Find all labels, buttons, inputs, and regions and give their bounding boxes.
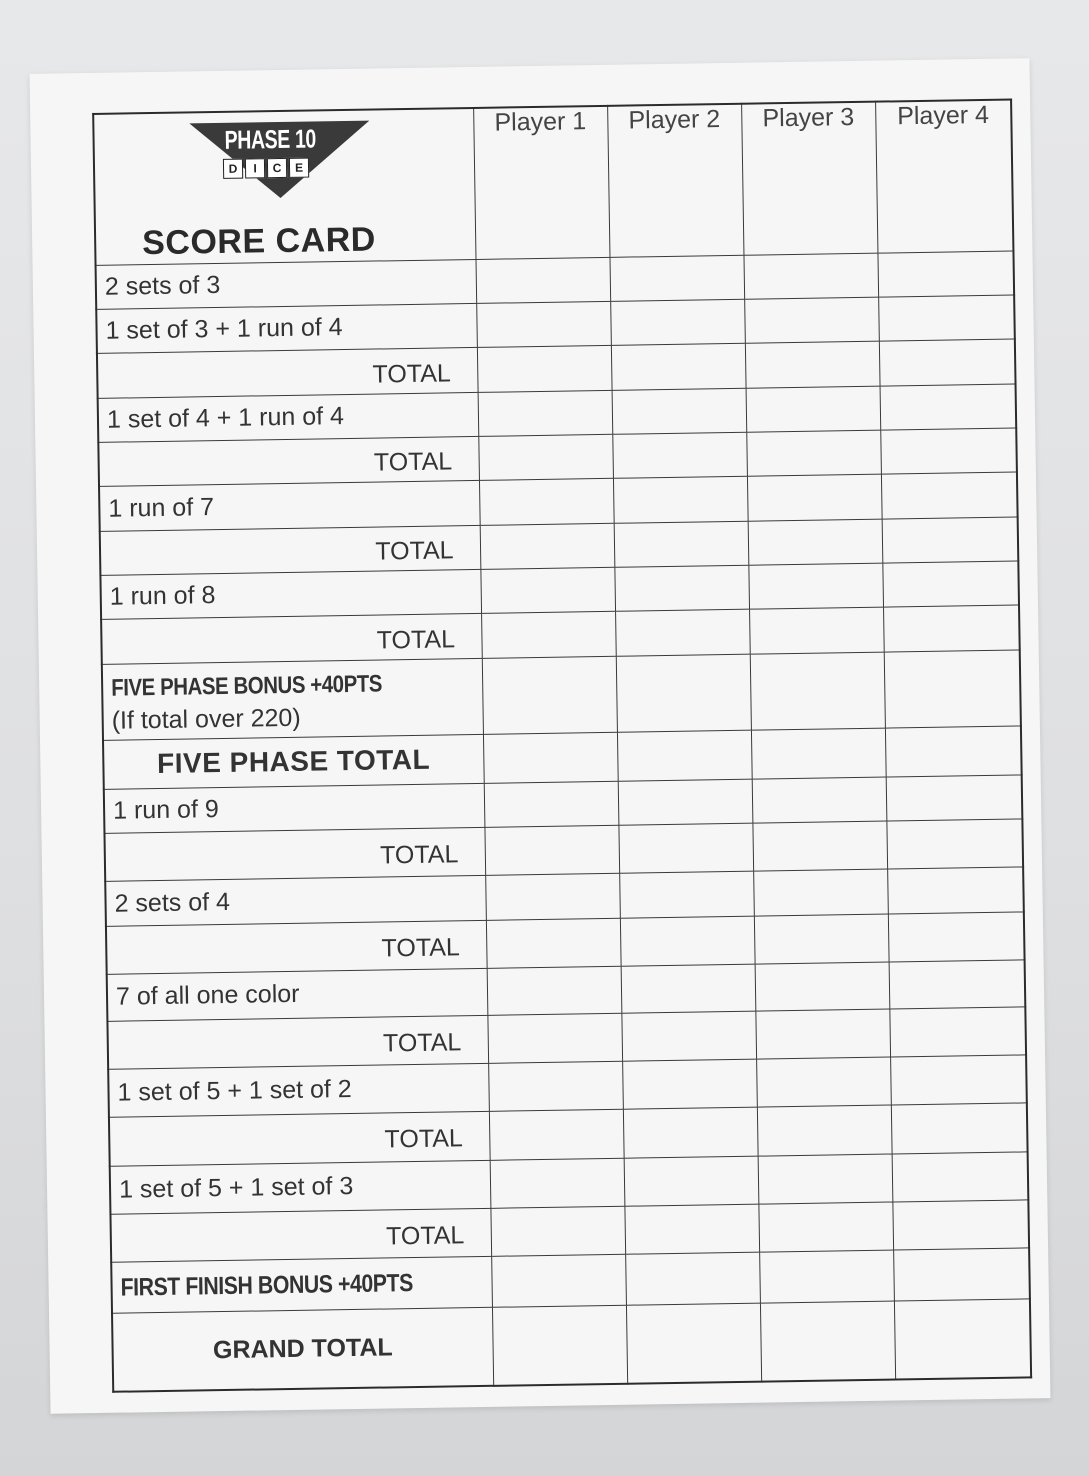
score-cell[interactable]: [626, 1303, 761, 1384]
score-cell[interactable]: [757, 1105, 892, 1155]
score-cell[interactable]: [889, 1006, 1026, 1057]
five-phase-bonus-title: FIVE PHASE BONUS +40PTS: [110, 670, 383, 702]
first-finish-bonus-label: [111, 1257, 492, 1313]
phase-9-label: 1 set of 5 + 1 set of 2: [108, 1063, 489, 1117]
score-cell[interactable]: [754, 914, 889, 964]
score-cell[interactable]: [612, 432, 747, 478]
score-cell[interactable]: [894, 1299, 1031, 1380]
score-cell[interactable]: [886, 775, 1023, 821]
score-cell[interactable]: [478, 434, 613, 480]
five-phase-total-label: FIVE PHASE TOTAL: [103, 735, 484, 789]
score-cell[interactable]: [621, 964, 756, 1012]
score-cell[interactable]: [755, 1009, 890, 1059]
score-cell[interactable]: [476, 257, 611, 303]
five-phase-bonus-label: [102, 658, 483, 741]
score-cell[interactable]: [892, 1152, 1029, 1203]
player-3-header: Player 3: [741, 102, 877, 255]
score-cell[interactable]: [751, 728, 886, 778]
score-cell[interactable]: [612, 388, 747, 434]
score-cell[interactable]: [614, 521, 749, 567]
score-cell[interactable]: [879, 339, 1016, 385]
score-cell[interactable]: [487, 1013, 622, 1063]
score-cell[interactable]: [485, 874, 620, 920]
header-row: [93, 100, 1013, 266]
die-letter: E: [289, 158, 309, 178]
score-cell[interactable]: [476, 301, 611, 347]
score-cell[interactable]: [481, 612, 616, 658]
score-cell[interactable]: [479, 479, 614, 525]
score-cell[interactable]: [622, 1059, 757, 1109]
total-label: TOTAL: [98, 436, 479, 486]
score-cell[interactable]: [480, 523, 615, 569]
score-cell[interactable]: [885, 726, 1022, 777]
score-cell[interactable]: [490, 1206, 625, 1256]
phase-7-label: 2 sets of 4: [105, 876, 486, 926]
phase-8-label: 7 of all one color: [107, 969, 488, 1021]
total-label: TOTAL: [110, 1208, 491, 1262]
score-cell[interactable]: [480, 567, 615, 613]
score-cell[interactable]: [893, 1248, 1030, 1301]
score-cell[interactable]: [891, 1103, 1028, 1154]
die-letter: D: [223, 159, 243, 179]
score-cell[interactable]: [748, 563, 883, 609]
phase-2-label: 1 set of 3 + 1 run of 4: [96, 303, 477, 353]
score-cell[interactable]: [614, 565, 749, 611]
score-cell[interactable]: [621, 1011, 756, 1061]
player-4-header: Player 4: [875, 100, 1013, 253]
score-cell[interactable]: [759, 1250, 894, 1302]
score-cell[interactable]: [753, 870, 888, 916]
score-cell[interactable]: [615, 610, 750, 656]
score-cell[interactable]: [484, 825, 619, 875]
score-cell[interactable]: [880, 428, 1017, 474]
score-cell[interactable]: [477, 346, 612, 392]
total-label: TOTAL: [106, 920, 487, 974]
score-cell[interactable]: [883, 605, 1020, 651]
score-cell[interactable]: [743, 253, 878, 299]
grand-total-label: GRAND TOTAL: [112, 1307, 493, 1392]
score-cell[interactable]: [888, 912, 1025, 963]
phase-6-label: 1 run of 9: [104, 783, 485, 833]
score-cell[interactable]: [746, 386, 881, 432]
total-label: TOTAL: [101, 614, 482, 664]
score-cell[interactable]: [611, 344, 746, 390]
total-label: TOTAL: [107, 1015, 488, 1069]
score-cell[interactable]: [758, 1154, 893, 1204]
score-cell[interactable]: [744, 297, 879, 343]
total-label: TOTAL: [104, 827, 485, 881]
score-cell[interactable]: [478, 390, 613, 436]
score-cell[interactable]: [890, 1055, 1027, 1106]
score-cell[interactable]: [610, 299, 745, 345]
score-cell[interactable]: [752, 777, 887, 823]
score-cell[interactable]: [887, 867, 1024, 913]
score-cell[interactable]: [486, 918, 621, 968]
logo-dice: [223, 158, 309, 179]
phase-1-label: 2 sets of 3: [96, 259, 477, 309]
player-1-header: Player 1: [473, 106, 609, 259]
score-cell[interactable]: [756, 1057, 891, 1107]
score-cell[interactable]: [881, 472, 1018, 518]
score-cell[interactable]: [878, 295, 1015, 341]
total-label: TOTAL: [97, 348, 478, 398]
score-cell[interactable]: [609, 255, 744, 301]
score-cell[interactable]: [624, 1156, 759, 1206]
score-cell[interactable]: [882, 517, 1019, 563]
table-row: [102, 650, 1021, 741]
score-cell[interactable]: [886, 819, 1023, 870]
score-cell[interactable]: [755, 962, 890, 1010]
score-card-paper: [30, 58, 1051, 1414]
score-cell[interactable]: [491, 1255, 626, 1307]
score-cell[interactable]: [618, 823, 753, 873]
score-cell[interactable]: [877, 251, 1014, 297]
score-cell[interactable]: [618, 779, 753, 825]
score-cell[interactable]: [758, 1202, 893, 1252]
score-cell[interactable]: [892, 1200, 1029, 1251]
score-card-table: [92, 99, 1032, 1393]
score-cell[interactable]: [746, 430, 881, 476]
score-cell[interactable]: [616, 654, 751, 733]
die-letter: C: [267, 158, 287, 178]
score-cell[interactable]: [760, 1301, 895, 1382]
total-label: TOTAL: [100, 525, 481, 575]
score-cell[interactable]: [745, 341, 880, 387]
score-cell[interactable]: [620, 916, 755, 966]
score-cell[interactable]: [880, 384, 1017, 430]
first-finish-bonus-text: FIRST FINISH BONUS +40PTS: [120, 1268, 414, 1302]
score-cell[interactable]: [625, 1253, 760, 1305]
score-cell[interactable]: [884, 650, 1021, 729]
score-cell[interactable]: [623, 1107, 758, 1157]
score-cell[interactable]: [749, 608, 884, 654]
score-cell[interactable]: [489, 1110, 624, 1160]
score-cell[interactable]: [492, 1305, 627, 1386]
score-cell[interactable]: [624, 1204, 759, 1254]
phase-4-label: 1 run of 7: [99, 481, 480, 531]
phase-10-label: 1 set of 5 + 1 set of 3: [110, 1160, 491, 1214]
card-title: SCORE CARD: [141, 220, 377, 263]
score-cell[interactable]: [487, 966, 622, 1014]
score-cell[interactable]: [490, 1158, 625, 1208]
score-cell[interactable]: [748, 519, 883, 565]
logo-cell: [93, 108, 475, 265]
phase-3-label: 1 set of 4 + 1 run of 4: [98, 392, 479, 442]
score-cell[interactable]: [889, 960, 1026, 1008]
score-cell[interactable]: [483, 733, 618, 783]
score-cell[interactable]: [617, 731, 752, 781]
phase-5-label: 1 run of 8: [100, 569, 481, 619]
score-cell[interactable]: [613, 477, 748, 523]
logo-title: PHASE 10: [224, 123, 317, 155]
score-cell[interactable]: [482, 656, 617, 735]
table-row: [112, 1299, 1031, 1392]
total-label: TOTAL: [109, 1112, 490, 1166]
score-cell[interactable]: [750, 652, 885, 731]
score-cell[interactable]: [747, 475, 882, 521]
score-cell[interactable]: [484, 781, 619, 827]
score-cell[interactable]: [488, 1061, 623, 1111]
die-letter: I: [245, 158, 265, 178]
player-2-header: Player 2: [607, 104, 743, 257]
score-cell[interactable]: [752, 821, 887, 871]
score-cell[interactable]: [882, 561, 1019, 607]
five-phase-bonus-note: (If total over 220): [111, 703, 301, 735]
score-cell[interactable]: [619, 872, 754, 918]
